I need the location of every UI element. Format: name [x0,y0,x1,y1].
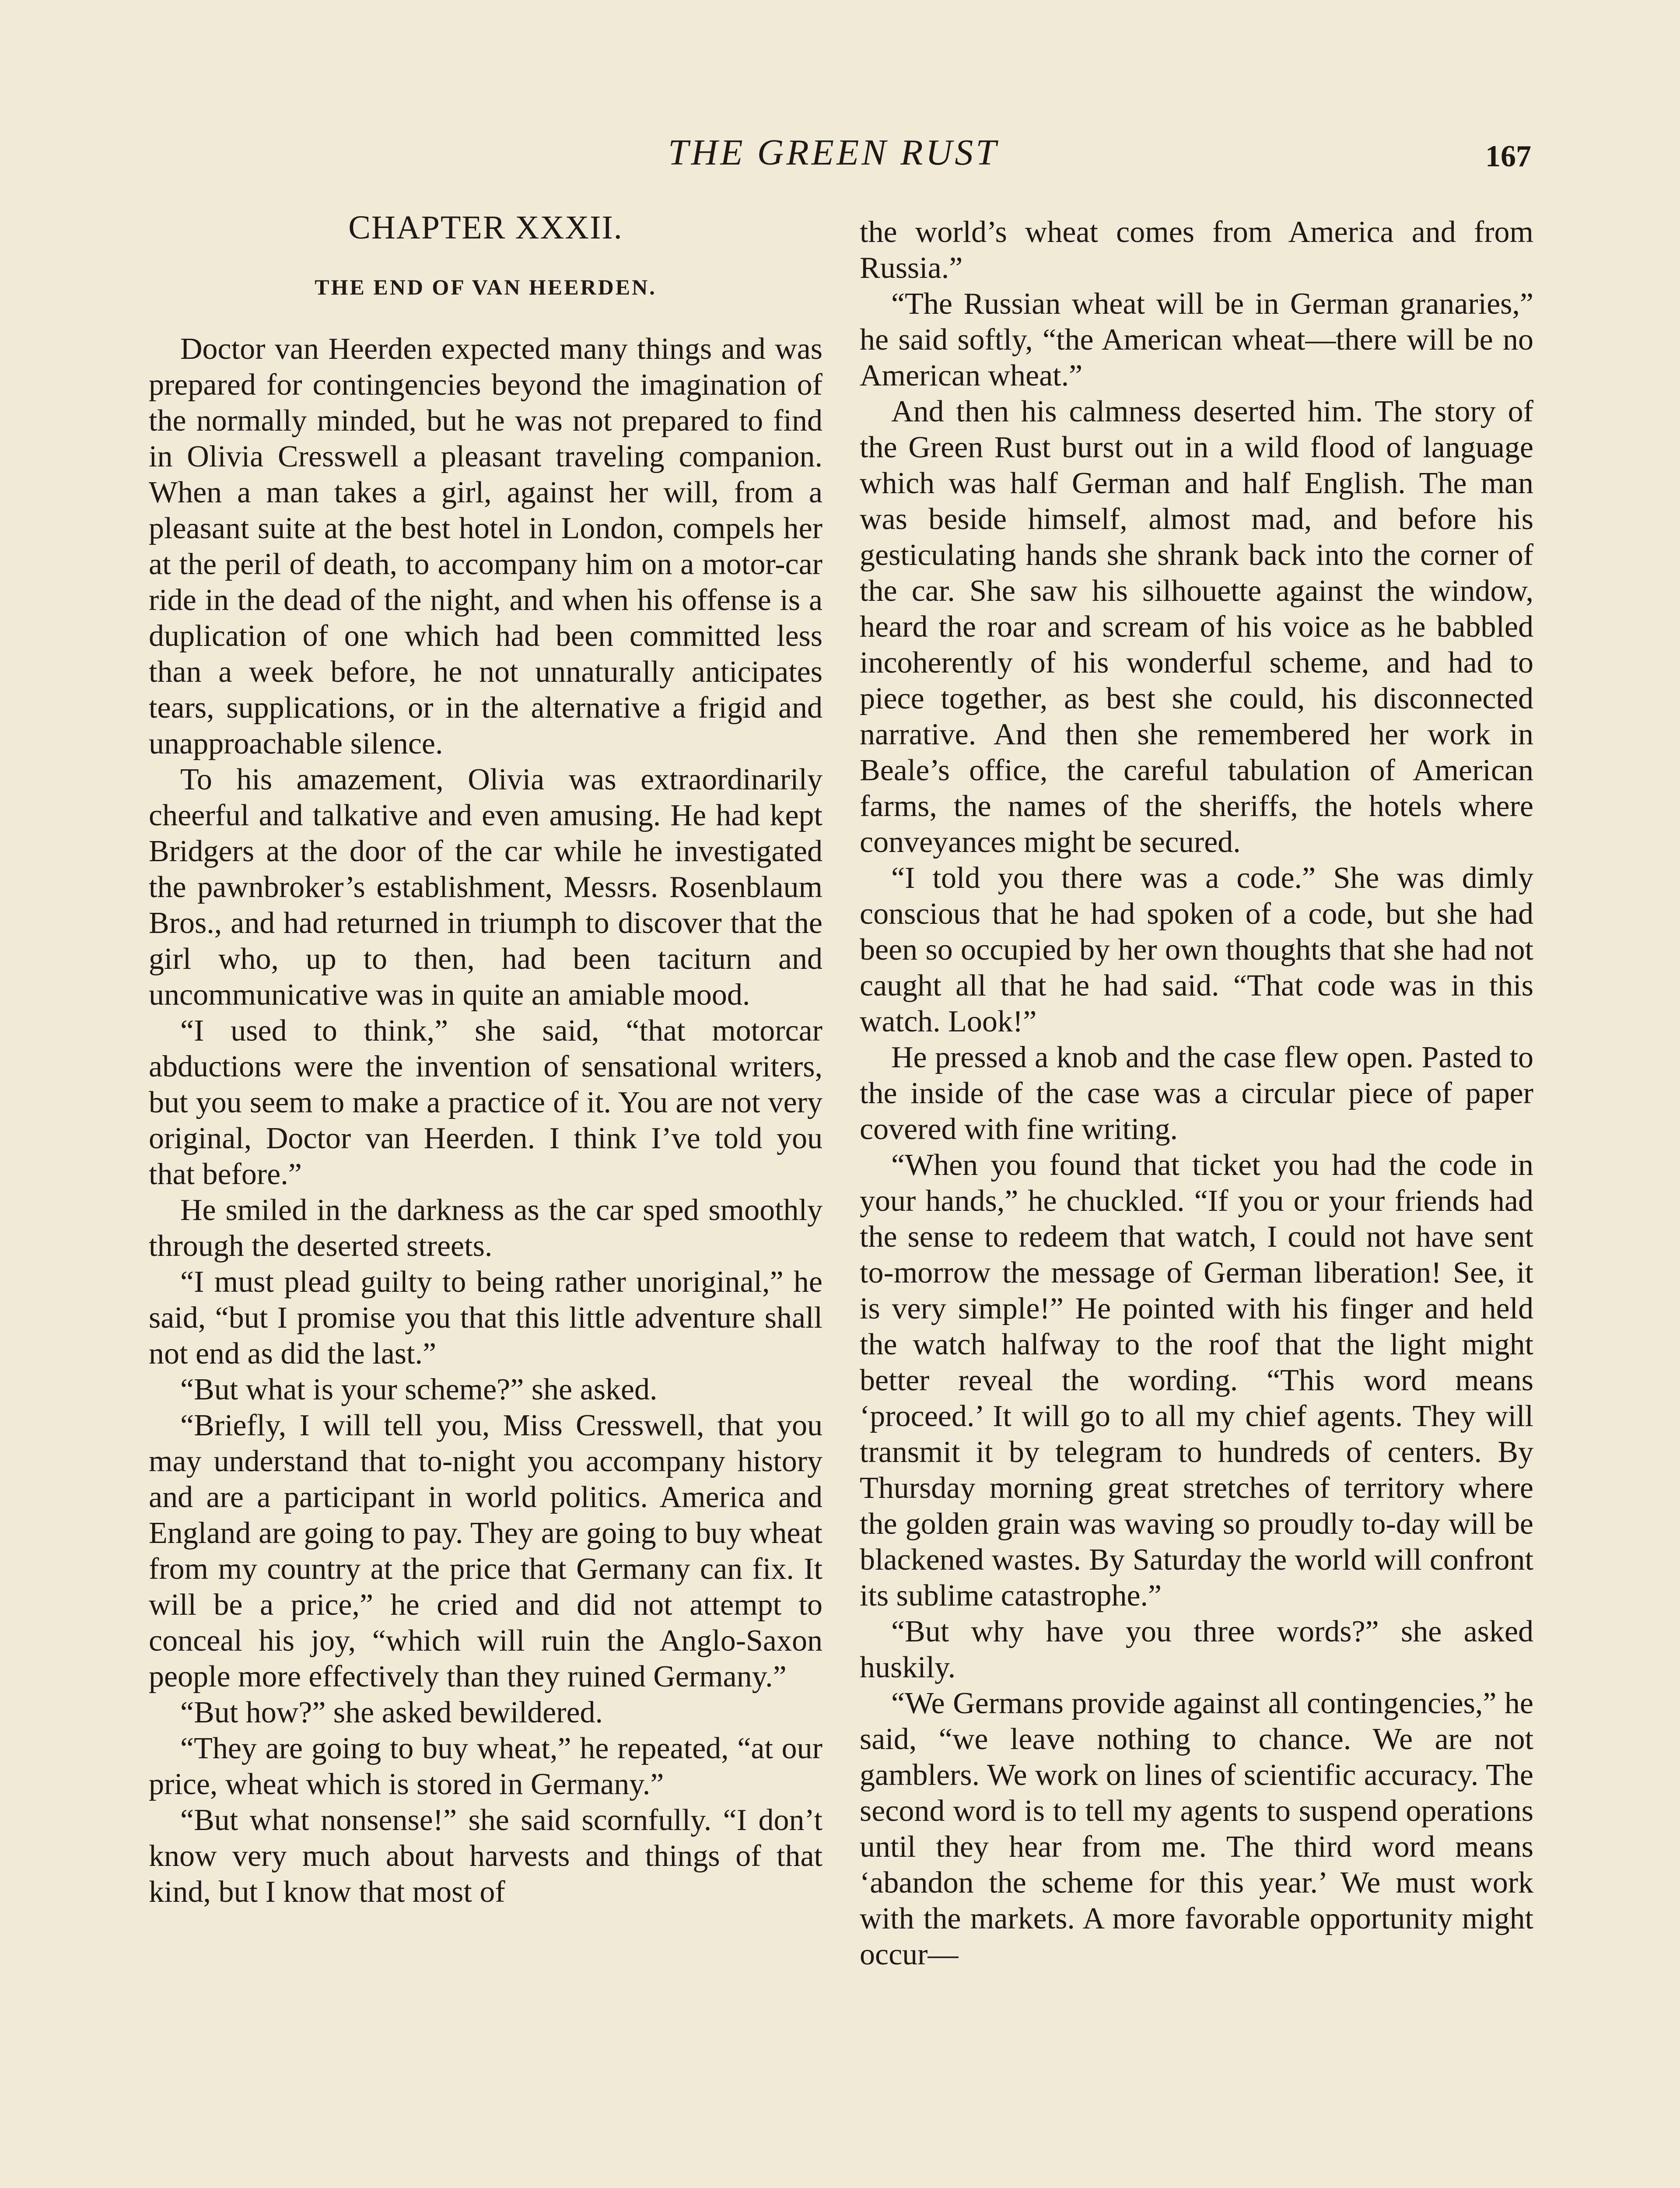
paragraph: “But what nonsense!” she said scornfully. “I don’t know very much about harvests and things of that kind, but I know that most of [149,1803,822,1909]
paragraph: And then his calmness deserted him. The story of the Green Rust burst out in a wild flood of language which was half German and half English. The man was beside himself, almost mad, and before his gesticulating hands she shrank back into the corner of the car. She saw his silhouette against the window, heard the roar and scream of his voice as he babbled incoherently of his wonderful scheme, and had to piece together, as best she could, his disconnected narrative. And then she remembered her work in Beale’s office, the careful tabulation of American farms, the names of the sheriffs, the hotels where conveyances might be secured. [860,395,1533,859]
paragraph: “I used to think,” she said, “that motorcar abductions were the invention of sensational writers, but you seem to make a practice of it. You are not very original, Doctor van Heerden. I think I’ve told you that before.” [149,1014,822,1191]
paragraph: “When you found that ticket you had the code in your hands,” he chuckled. “If you or your friends had the sense to redeem that watch, I could not have sent to-morrow the message of German liberation! See, it is very simple!” He pointed with his finger and held the watch halfway to the roof that the light might better reveal the wording. “This word means ‘proceed.’ It will go to all my chief agents. They will transmit it by telegram to hundreds of centers. By Thursday morning great stretches of territory where the golden grain was waving so proudly to-day will be blackened wastes. By Saturday the world will confront its sublime catastrophe.” [860,1148,1533,1613]
left-column [149,208,822,1910]
paragraph: “But what is your scheme?” she asked. [180,1373,658,1406]
paragraph: “I must plead guilty to being rather unoriginal,” he said, “but I promise you that this little adventure shall not end as did the last.” [149,1265,822,1371]
chapter-subtitle: THE END OF VAN HEERDEN. [315,275,657,299]
paragraph: “They are going to buy wheat,” he repeated, “at our price, wheat which is stored in Germany.” [149,1732,822,1801]
paragraph: Doctor van Heerden expected many things and was prepared for contingencies beyond the imagination of the normally minded, but he was not prepared to find in Olivia Cresswell a pleasant traveling companion. When a man takes a girl, against her will, from a pleasant suite at the best hotel in London, compels her at the peril of death, to accompany him on a motor-car ride in the dead of the night, and when his offense is a duplication of one which had been committed less than a week before, he not unnaturally anticipates tears, supplications, or in the alternative a frigid and unapproachable silence. [149,332,822,761]
paragraph: To his amazement, Olivia was extraordinarily cheerful and talkative and even amusing. He had kept Bridgers at the door of the car while he investigated the pawnbroker’s establishment, Messrs. Rosenblaum Bros., and had returned in triumph to discover that the girl who, up to then, had been taciturn and uncommunicative was in quite an amiable mood. [149,763,822,1012]
paragraph: “Briefly, I will tell you, Miss Cresswell, that you may understand that to-night you accompany history and are a participant in world politics. America and England are going to pay. They are going to buy wheat from my country at the price that Germany can fix. It will be a price,” he cried and did not attempt to conceal his joy, “which will ruin the Anglo-Saxon people more effectively than they ruined Germany.” [149,1409,822,1694]
paragraph: “We Germans provide against all contingencies,” he said, “we leave nothing to chance. We are not gamblers. We work on lines of scientific accuracy. The second word is to tell my agents to suspend operations until they hear from me. The third word means ‘abandon the scheme for this year.’ We must work with the markets. A more favorable opportunity might occur— [860,1687,1533,1971]
page-number: 167 [1485,140,1531,173]
running-title: THE GREEN RUST [668,132,999,173]
paragraph-continuation: the world’s wheat comes from America and from Russia.” [860,215,1533,285]
chapter-title: CHAPTER XXXII. [348,209,623,246]
paragraph: He pressed a knob and the case flew open. Pasted to the inside of the case was a circular piece of paper covered with fine writing. [860,1041,1533,1146]
right-column [860,214,1533,1973]
paragraph: “The Russian wheat will be in German granaries,” he said softly, “the American wheat—there will be no American wheat.” [860,287,1533,393]
paragraph: He smiled in the darkness as the car sped smoothly through the deserted streets. [149,1193,822,1263]
paragraph: “But how?” she asked bewildered. [180,1696,603,1729]
paragraph: “I told you there was a code.” She was dimly conscious that he had spoken of a code, but she had been so occupied by her own thoughts that she had not caught all that he had said. “That code was in this watch. Look!” [860,861,1533,1038]
paragraph: “But why have you three words?” she asked huskily. [860,1615,1533,1684]
